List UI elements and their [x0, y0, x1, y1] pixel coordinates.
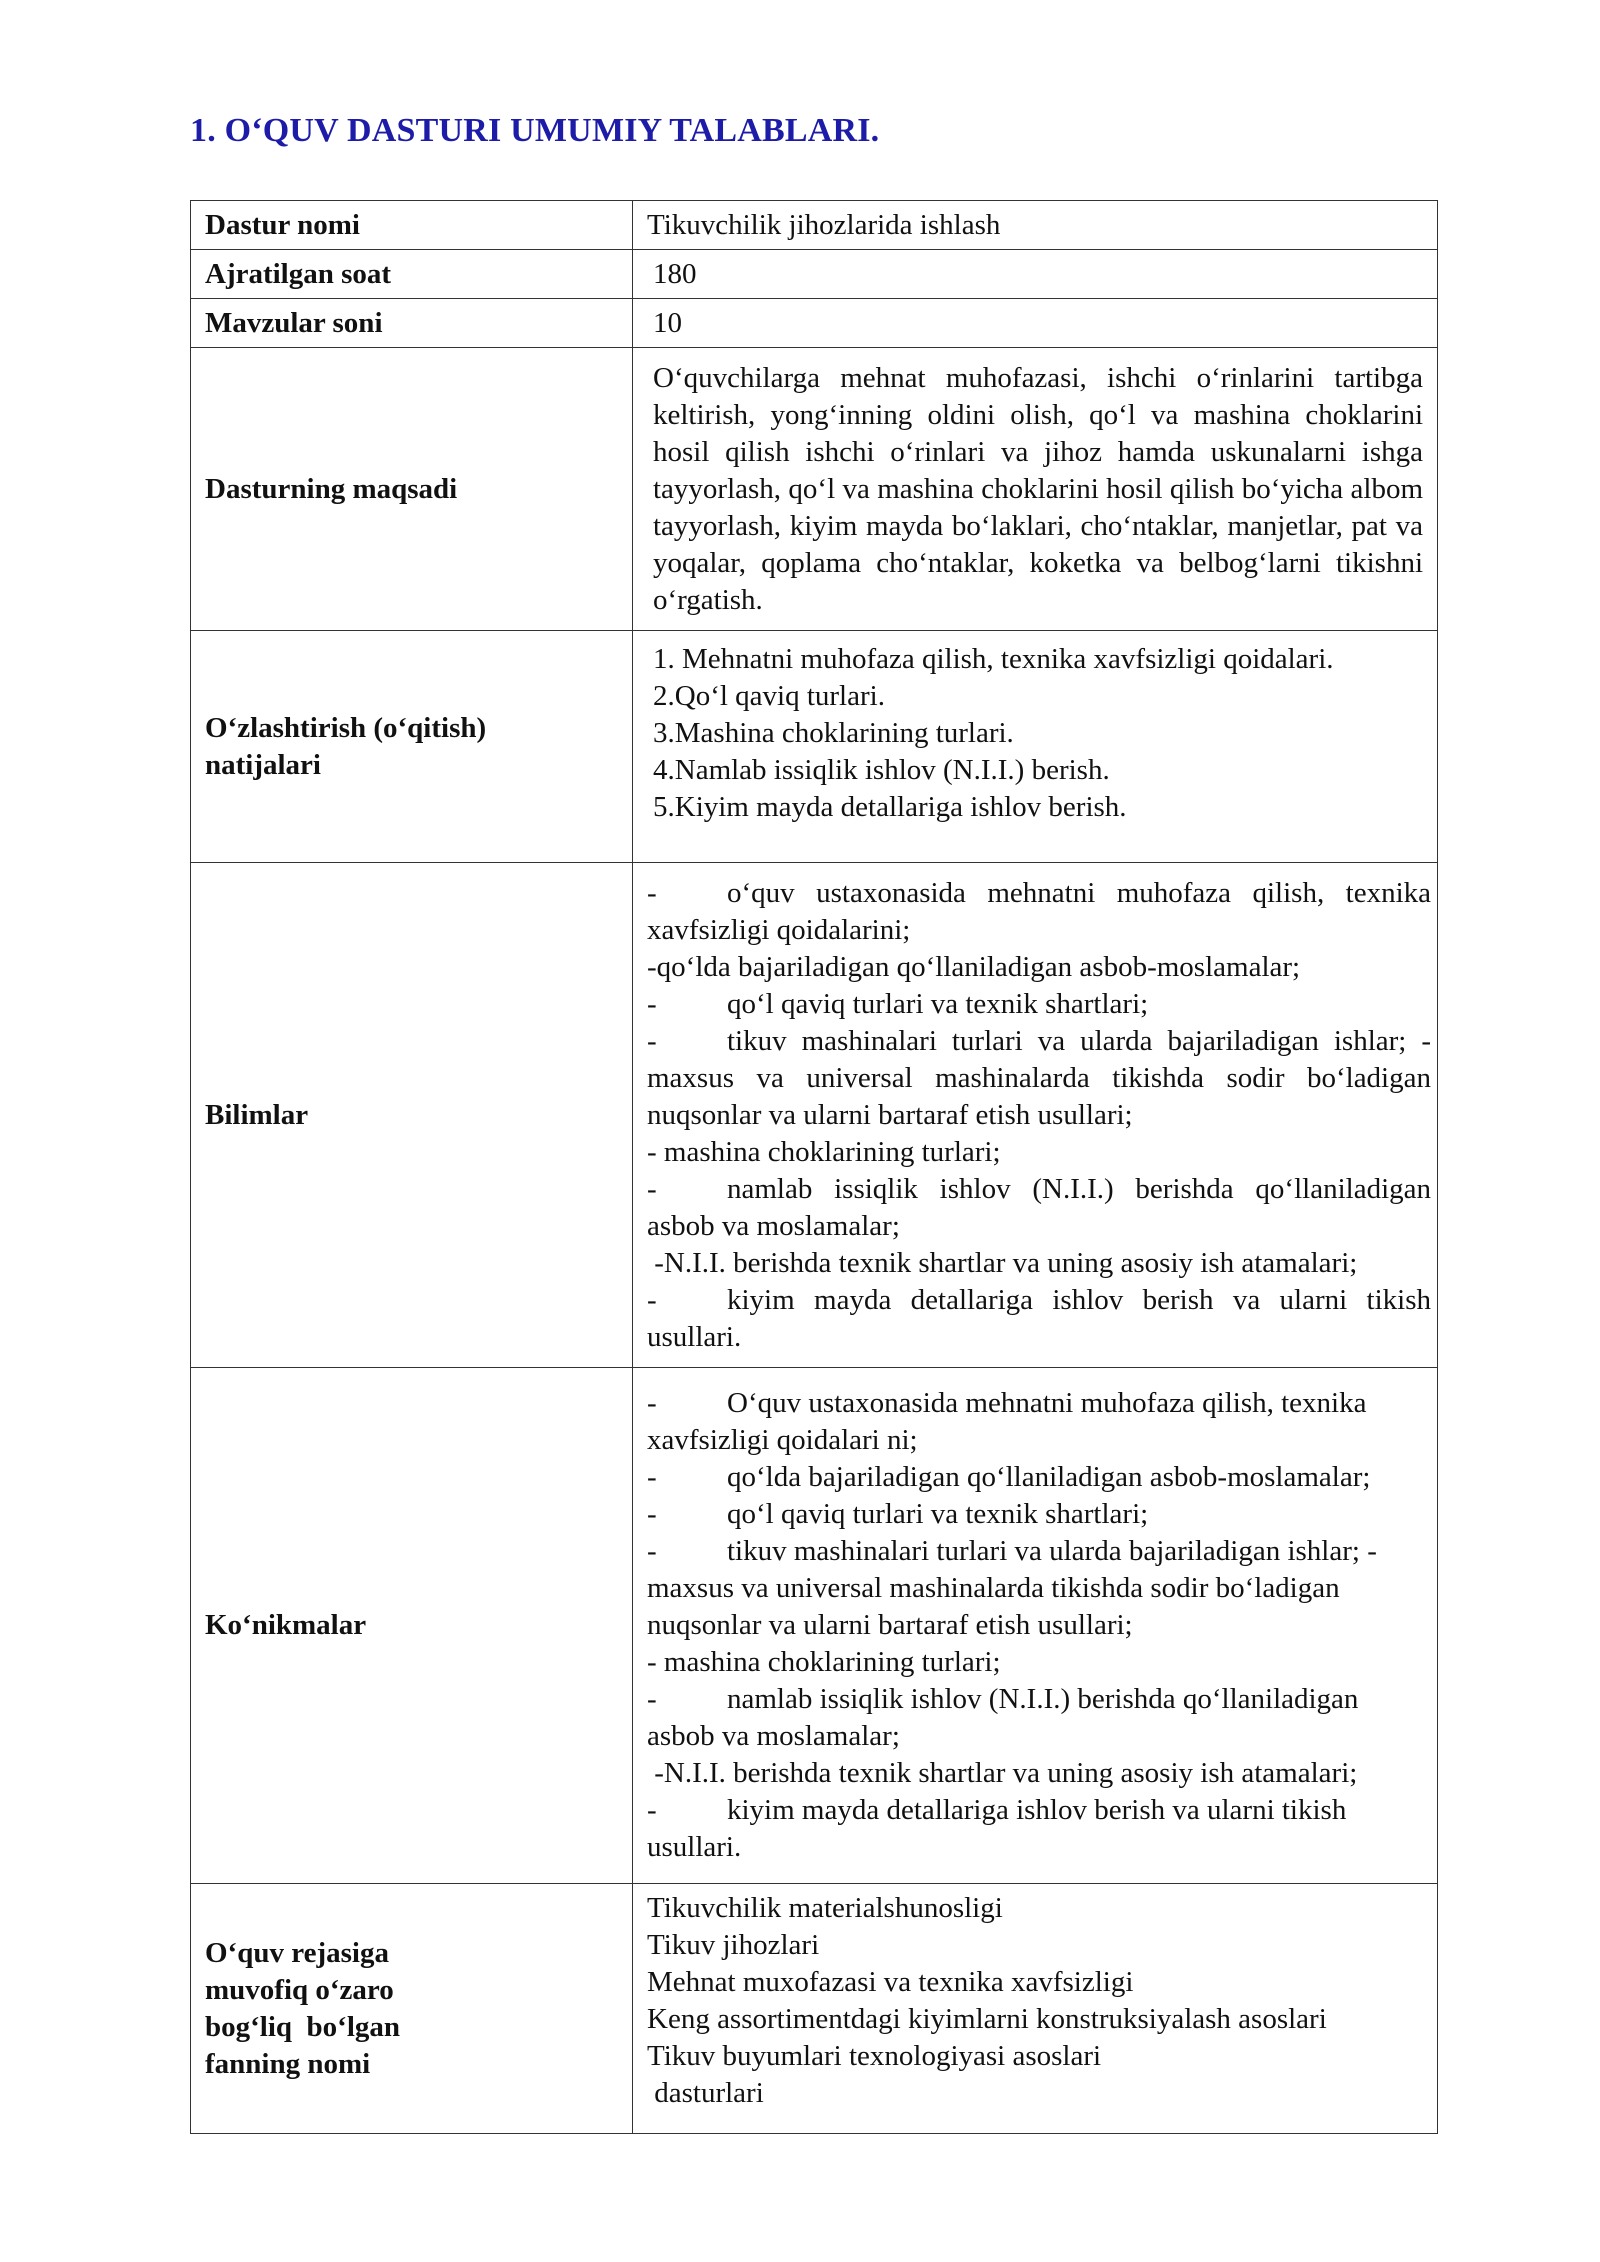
- value-bilimlar: - o‘quv ustaxonasida mehnatni muhofaza qilish, texnika xavfsizligi qoidalarini; -qo‘lda bajariladigan qo‘llaniladigan asbob-moslamalar; - qo‘l qaviq turlari va texnik shartlari; - tikuv mashinalari turlari va ularda bajariladigan ishlar; - maxsus va universal mashinalarda tikishda sodir bo‘ladigan nuqsonlar va ularni bartaraf etish usullari; - mashina choklarining turlari; - namlab issiqlik ishlov (N.I.I.) berishda qo‘llaniladigan asbob va moslamalar; -N.I.I. berishda texnik shartlar va uning asosiy ish atamalari; - kiyim mayda detallariga ishlov berish va ularni tikish usullari.: [633, 863, 1438, 1368]
- list-item: 2.Qo‘l qaviq turlari.: [653, 680, 885, 712]
- label-konikmalar: Ko‘nikmalar: [191, 1368, 633, 1884]
- label-natijalar: [191, 631, 633, 863]
- table-row: [191, 250, 1438, 299]
- table-row: [191, 348, 1438, 631]
- table-row: [191, 1368, 1438, 1884]
- topics-value: 10: [653, 306, 682, 339]
- value-fanlar: [633, 1884, 1438, 2134]
- list-item: 1. Mehnatni muhofaza qilish, texnika xavfsizligi qoidalari.: [653, 643, 1334, 675]
- page-heading: 1. O‘QUV DASTURI UMUMIY TALABLARI.: [190, 112, 880, 149]
- label-natijalar-line-2: natijalari: [205, 748, 321, 781]
- bilim-item: namlab issiqlik ishlov (N.I.I.) berishda qo‘llaniladigan asbob va moslamalar;: [647, 1172, 1431, 1242]
- label-bilimlar: Bilimlar: [191, 863, 633, 1368]
- label-dasturning-maqsadi: Dasturning maqsadi: [191, 348, 633, 631]
- value-dasturning-maqsadi: [633, 348, 1438, 631]
- konikma-item: -N.I.I. berishda texnik shartlar va uning asosiy ish atamalari;: [647, 1757, 1358, 1789]
- bilim-item: -N.I.I. berishda texnik shartlar va uning asosiy ish atamalari;: [647, 1246, 1358, 1279]
- table-row: [191, 299, 1438, 348]
- label-fanlar-line-2: muvofiq o‘zaro: [205, 1973, 394, 2006]
- label-fanlar-line-1: O‘quv rejasiga: [205, 1936, 389, 1969]
- label-fanlar-line-4: fanning nomi: [205, 2047, 371, 2080]
- label-dastur-nomi: Dastur nomi: [191, 201, 633, 250]
- konikma-item: kiyim mayda detallariga ishlov berish va ularni tikish usullari.: [647, 1794, 1347, 1863]
- label-natijalar-line-1: O‘zlashtirish (o‘qitish): [205, 711, 487, 744]
- list-item: Tikuv jihozlari: [647, 1929, 820, 1961]
- value-natijalar: [633, 631, 1438, 863]
- konikma-item: qo‘l qaviq turlari va texnik shartlari;: [727, 1498, 1149, 1530]
- list-item: Keng assortimentdagi kiyimlarni konstruksiyalash asoslari: [647, 2003, 1327, 2035]
- konikma-item: - mashina choklarining turlari;: [647, 1646, 1001, 1678]
- hours-value: 180: [653, 257, 697, 290]
- label-fanlar-line-3: bog‘liq bo‘lgan: [205, 2010, 400, 2043]
- list-item: 3.Mashina choklarining turlari.: [653, 717, 1014, 749]
- value-mavzular-soni: [633, 299, 1438, 348]
- bilim-item: o‘quv ustaxonasida mehnatni muhofaza qilish, texnika xavfsizligi qoidalarini;: [647, 876, 1431, 946]
- table-row: [191, 201, 1438, 250]
- konikma-item: namlab issiqlik ishlov (N.I.I.) berishda qo‘llaniladigan asbob va moslamalar;: [647, 1683, 1359, 1752]
- list-item: Mehnat muxofazasi va texnika xavfsizligi: [647, 1966, 1134, 1998]
- value-konikmalar: - O‘quv ustaxonasida mehnatni muhofaza qilish, texnika xavfsizligi qoidalari ni; - qo‘lda bajariladigan qo‘llaniladigan asbob-moslamalar; - qo‘l qaviq turlari va texnik shartlari; - tikuv mashinalari turlari va ularda bajariladigan ishlar; - maxsus va universal mashinalarda tikishda sodir bo‘ladigan nuqsonlar va ularni bartaraf etish usullari; - mashina choklarining turlari; - namlab issiqlik ishlov (N.I.I.) berishda qo‘llaniladigan asbob va moslamalar; -N.I.I. berishda texnik shartlar va uning asosiy ish atamalari; - kiyim mayda detallariga ishlov berish va ularni tikish usullari.: [633, 1368, 1438, 1884]
- list-item: Tikuv buyumlari texnologiyasi asoslari: [647, 2040, 1102, 2072]
- label-fanlar: [191, 1884, 633, 2134]
- bilim-item: qo‘l qaviq turlari va texnik shartlari;: [727, 987, 1149, 1020]
- value-ajratilgan-soat: [633, 250, 1438, 299]
- bilim-item: tikuv mashinalari turlari va ularda bajariladigan ishlar; - maxsus va universal mashinalarda tikishda sodir bo‘ladigan nuqsonlar va ularni bartaraf etish usullari;: [647, 1024, 1431, 1131]
- konikma-item: qo‘lda bajariladigan qo‘llaniladigan asbob-moslamalar;: [727, 1461, 1371, 1493]
- table-row: [191, 863, 1438, 1368]
- list-item: 4.Namlab issiqlik ishlov (N.I.I.) berish.: [653, 754, 1110, 786]
- program-goal-text: O‘quvchilarga mehnat muhofazasi, ishchi o‘rinlarini tartibga keltirish, yong‘inning oldini olish, qo‘l va mashina choklarini hosil qilish ishchi o‘rinlari va jihoz hamda uskunalarni ishga tayyorlash, qo‘l va mashina choklarini hosil qilish bo‘yicha albom tayyorlash, kiyim mayda bo‘laklari, cho‘ntaklar, manjetlar, pat va yoqalar, qoplama cho‘ntaklar, koketka va belbog‘larni tikishni o‘rgatish.: [653, 361, 1423, 616]
- konikma-item: tikuv mashinalari turlari va ularda bajariladigan ishlar; - maxsus va universal mashinalarda tikishda sodir bo‘ladigan nuqsonlar va ularni bartaraf etish usullari;: [647, 1535, 1377, 1641]
- list-item: dasturlari: [647, 2077, 764, 2109]
- label-ajratilgan-soat: Ajratilgan soat: [191, 250, 633, 299]
- konikma-item: O‘quv ustaxonasida mehnatni muhofaza qilish, texnika xavfsizligi qoidalari ni;: [647, 1387, 1367, 1456]
- list-item: 5.Kiyim mayda detallariga ishlov berish.: [653, 791, 1127, 823]
- table-row: [191, 631, 1438, 863]
- label-mavzular-soni: Mavzular soni: [191, 299, 633, 348]
- list-item: Tikuvchilik materialshunosligi: [647, 1892, 1003, 1924]
- table-row: [191, 1884, 1438, 2134]
- bilim-item: - mashina choklarining turlari;: [647, 1135, 1001, 1168]
- value-dastur-nomi: Tikuvchilik jihozlarida ishlash: [633, 201, 1438, 250]
- bilim-item: -qo‘lda bajariladigan qo‘llaniladigan asbob-moslamalar;: [647, 950, 1301, 983]
- program-requirements-table: [190, 200, 1438, 2134]
- bilim-item: kiyim mayda detallariga ishlov berish va ularni tikish usullari.: [647, 1283, 1431, 1353]
